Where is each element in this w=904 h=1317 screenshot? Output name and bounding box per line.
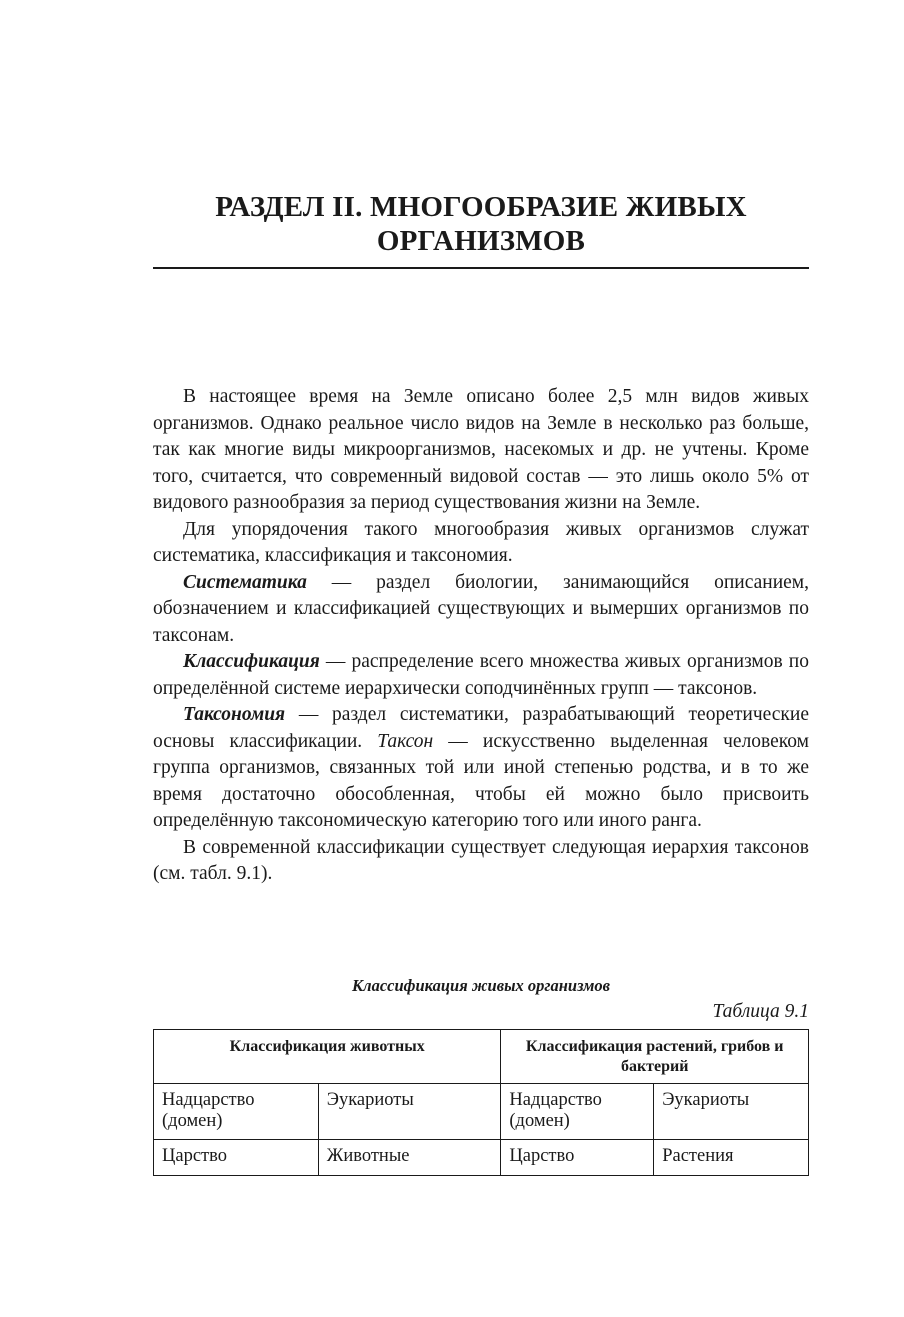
- paragraph-ordering: Для упорядочения такого многообразия живых организмов служат систематика, классификация и таксономия.: [153, 518, 809, 566]
- table-row: [154, 1140, 809, 1176]
- page-title-line-2: ОРГАНИЗМОВ: [376, 225, 586, 257]
- term-taxon: Таксон: [377, 730, 434, 752]
- term-classification: Классификация: [183, 651, 320, 672]
- paragraph-intro: В настоящее время на Земле описано более 2,5 млн видов живых организмов. Однако реальное число видов на Земле в несколько раз больше, так как многие виды микроорганизмов, насекомых и др. не учтены. Кроме того, считается, что современный видовой состав — это лишь около 5% от видового разнообразия за период существования жизни на Земле.: [153, 386, 809, 513]
- classification-table: [153, 1029, 809, 1176]
- paragraph-classification: [153, 649, 809, 702]
- table-cell: Царство: [501, 1140, 654, 1176]
- definition-taxon: — искусственно выделенная человеком группа организмов, связанных той или иной степенью родства, и в то же время достаточно обособленная, чтобы ей можно было присвоить определённую таксономическую категорию того или иного ранга.: [153, 730, 809, 831]
- table-caption: Классификация живых организмов: [351, 976, 611, 995]
- table-cell: Царство: [154, 1140, 319, 1176]
- table-cell: Надцарство (домен): [501, 1084, 654, 1140]
- paragraph-systematics: [153, 570, 809, 650]
- page-title-line-1: РАЗДЕЛ II. МНОГООБРАЗИЕ ЖИВЫХ: [215, 191, 747, 223]
- header-animals: Классификация животных: [154, 1030, 501, 1084]
- definition-taxonomy: — раздел систематики, разрабатывающий теоретические основы классификации.: [153, 704, 809, 752]
- title-divider: [153, 267, 809, 269]
- definition-classification: — распределение всего множества живых организмов по определённой системе иерархически соподчинённых групп — таксонов.: [153, 651, 809, 699]
- page-title: [153, 190, 809, 258]
- term-systematics: Систематика: [183, 571, 307, 593]
- table-cell: Эукариоты: [318, 1084, 501, 1140]
- definition-systematics: — раздел биологии, занимающийся описанием, обозначением и классификацией существующих и вымерших организмов по таксонам.: [153, 571, 809, 646]
- body-text: [153, 384, 809, 888]
- paragraph-taxonomy: [153, 702, 809, 835]
- table-number: Таблица 9.1: [712, 1001, 809, 1022]
- header-plants: Классификация растений, грибов и бактерий: [501, 1030, 809, 1084]
- term-taxonomy: Таксономия: [183, 704, 286, 725]
- table-row: [154, 1084, 809, 1140]
- table-cell: Животные: [318, 1140, 501, 1176]
- table-cell: Растения: [654, 1140, 809, 1176]
- paragraph-hierarchy: В современной классификации существует следующая иерархия таксонов (см. табл. 9.1).: [153, 836, 809, 884]
- table-cell: Эукариоты: [654, 1084, 809, 1140]
- table-header-row: [154, 1030, 809, 1084]
- table-cell: Надцарство (домен): [154, 1084, 319, 1140]
